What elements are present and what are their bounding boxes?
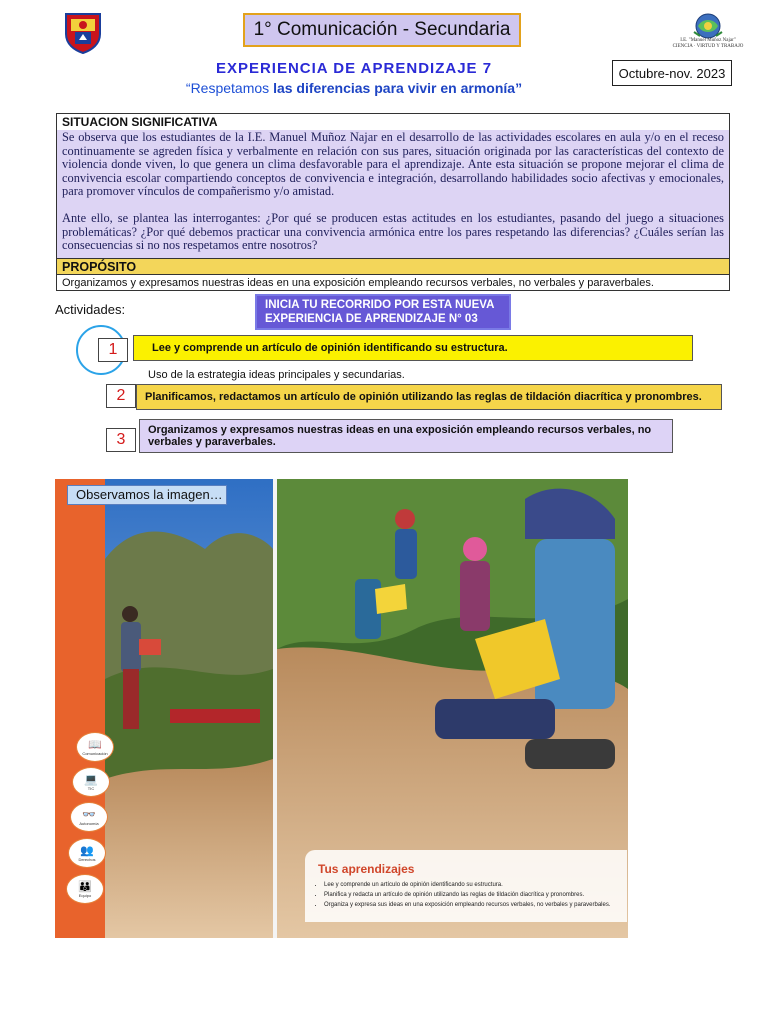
activity-3: Organizamos y expresamos nuestras ideas en una exposición empleando recursos verbales, no verbales y paraverbales. xyxy=(139,419,673,453)
observe-image-label: Observamos la imagen… xyxy=(67,485,227,505)
monitor-icon: 💻 xyxy=(84,773,98,786)
situation-paragraph-2: Ante ello, se plantea las interrogantes: ¿Por qué se producen estas actitudes en los estudiantes, pasando del juego a situaciones problemáticas? ¿Por qué debemos practicar una convivencia armónica entre los pares respetando las diferencias? ¿Cuáles serían las consecuencias si no nos respetamos entre nosotros? xyxy=(62,210,724,253)
glasses-icon: 👓 xyxy=(82,808,96,821)
activity-number-3: 3 xyxy=(106,428,136,452)
badge-caption: Derechos xyxy=(78,856,96,862)
learning-item: • Lee y comprende un artículo de opinión identificando su estructura. xyxy=(324,880,634,890)
activity-number-2: 2 xyxy=(106,384,136,408)
book-icon: 📖 xyxy=(88,738,102,751)
purpose-heading: PROPÓSITO xyxy=(57,258,729,274)
situation-paragraph-1: Se observa que los estudiantes de la I.E. Manuel Muñoz Najar en el desarrollo de las actividades escolares en aula y/o en el receso continuamente se agreden física y verbalmente en relación con sus pares, situación originada por las características del contexto de violencia donde viven, lo que genera un clima desfavorable para el aprendizaje. Ante esta situación se propone mejorar el clima de convivencia escolar compartiendo conceptos de convivencia e integración, desarrollando habilidades socio afectivas y emocionales, para promover vínculos de compañerismo y/o amistad. xyxy=(62,130,724,199)
start-banner-line-1: INICIA TU RECORRIDO POR ESTA NUEVA xyxy=(265,299,495,311)
school-name-caption: I.E. "Manuel Muñoz Najar" xyxy=(680,38,736,43)
badge-caption: Autonomía xyxy=(79,820,99,826)
course-title: 1° Comunicación - Secundaria xyxy=(243,13,521,47)
learning-item: • Organiza y expresa sus ideas en una exposición empleando recursos verbales, no verbales y paraverbales. xyxy=(324,900,634,910)
school-motto-caption: CIENCIA · VIRTUD Y TRABAJO xyxy=(672,44,744,49)
people-icon: 👥 xyxy=(80,844,94,857)
badge-caption: TIC xyxy=(87,785,95,791)
activity-2: Planificamos, redactamos un artículo de opinión utilizando las reglas de tildación diacrítica y pronombres. xyxy=(136,384,722,410)
experience-subtitle-open: “Respetamos xyxy=(185,80,274,96)
badge-autonomy xyxy=(70,802,108,832)
activity-number-1: 1 xyxy=(98,338,128,362)
purpose-text: Organizamos y expresamos nuestras ideas en una exposición empleando recursos verbales, no verbales y paraverbales. xyxy=(57,274,729,290)
badge-rights xyxy=(68,838,106,868)
group-icon: 👪 xyxy=(78,880,92,893)
badge-communication xyxy=(76,732,114,762)
experience-subtitle-bold: las diferencias para vivir en armonía” xyxy=(273,80,523,96)
experience-subtitle xyxy=(120,80,588,96)
date-badge: Octubre-nov. 2023 xyxy=(612,60,732,86)
learning-list xyxy=(312,880,634,910)
activity-1-note: Uso de la estrategia ideas principales y secundarias. xyxy=(148,369,405,381)
activities-label: Actividades: xyxy=(55,302,126,317)
badge-caption: Comunicación xyxy=(82,750,108,756)
badge-tic xyxy=(72,767,110,797)
badge-team xyxy=(66,874,104,904)
badge-caption: Equipo xyxy=(78,892,92,898)
start-banner xyxy=(255,294,511,330)
experience-title: EXPERIENCIA DE APRENDIZAJE 7 xyxy=(215,60,493,77)
situation-heading: SITUACION SIGNIFICATIVA xyxy=(57,114,729,130)
situation-body xyxy=(57,130,729,258)
learning-item: • Planifica y redacta un artículo de opinión utilizando las reglas de tildación diacrítica y pronombres. xyxy=(324,890,634,900)
learning-title: Tus aprendizajes xyxy=(318,862,415,876)
activity-1: Lee y comprende un artículo de opinión identificando su estructura. xyxy=(133,335,693,361)
school-crest-left-icon xyxy=(62,10,104,54)
start-banner-line-2: EXPERIENCIA DE APRENDIZAJE N° 03 xyxy=(265,313,478,325)
